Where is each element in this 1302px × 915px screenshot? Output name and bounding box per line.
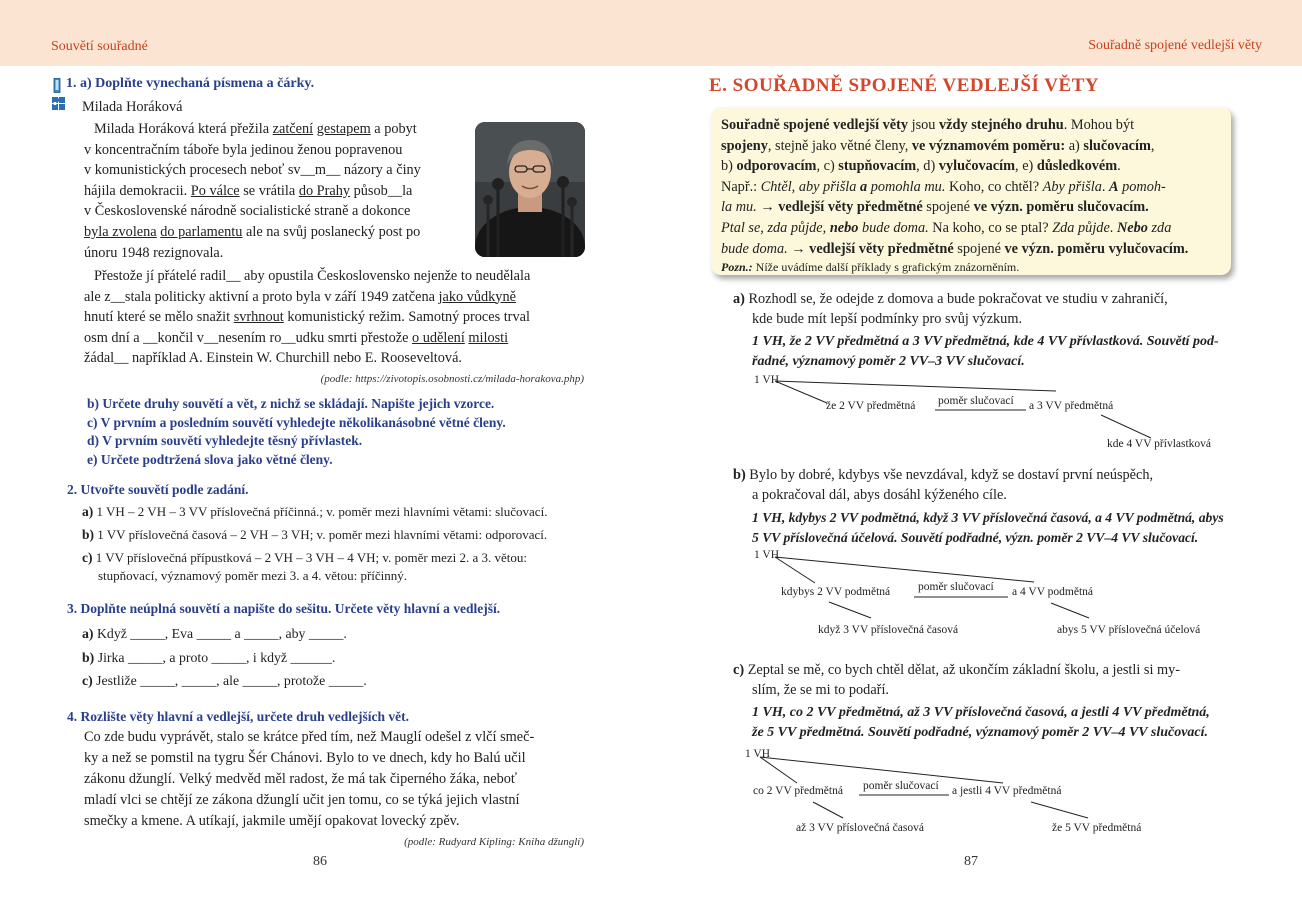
box-bold: ve význ. poměru vylučovacím. xyxy=(1004,240,1189,257)
box-italic: la mu. xyxy=(721,199,757,216)
left-page xyxy=(0,66,651,915)
box-italic: pomohla mu. xyxy=(867,178,946,195)
task1-paragraph2 xyxy=(84,266,584,369)
section-heading: E. SOUŘADNĚ SPOJENÉ VEDLEJŠÍ VĚTY xyxy=(709,75,1100,96)
underlined-word: do Prahy xyxy=(298,182,351,199)
box-bold: vedlejší věty předmětné xyxy=(778,199,923,216)
box-text: → xyxy=(787,240,810,257)
task1-source: (podle: https://zivotopis.osobnosti.cz/milada-horakova.php) xyxy=(320,373,584,385)
definition-box xyxy=(711,107,1231,275)
subtask-e: e) Určete podtržená slova jako větné členy. xyxy=(87,452,333,468)
pencil-icon xyxy=(52,78,62,93)
diagram-node: 1 VH xyxy=(754,374,780,386)
box-note-label: Pozn.: xyxy=(721,260,753,275)
task1-name: Milada Horáková xyxy=(82,99,183,115)
box-italic: bude doma. xyxy=(858,219,929,236)
box-text: Koho, co chtěl? xyxy=(945,178,1043,195)
task1-subtasks xyxy=(87,395,506,470)
p1-text: hájila demokracii. xyxy=(84,182,188,199)
diagram-node: že 5 VV předmětná xyxy=(1052,822,1142,834)
task3-item-b: Jirka _____, a proto _____, i když ______. xyxy=(97,649,336,665)
box-bold: slučovacím xyxy=(1083,137,1151,154)
example-label: b) xyxy=(733,467,746,483)
diagram-a xyxy=(651,371,1302,456)
task2-item-c: 1 VV příslovečná přípustková – 2 VH – 3 VH – 4 VH; v. poměr mezi 2. a 3. větou: xyxy=(95,550,527,565)
p2-line: žádal__ například A. Einstein W. Churchill nebo E. Rooseveltová. xyxy=(84,350,463,367)
task3-title: 3. Doplňte neúplná souvětí a napište do sešitu. Určete věty hlavní a vedlejší. xyxy=(67,601,501,616)
box-italic: Aby přišla xyxy=(1042,178,1102,195)
p1-text: se vrátila xyxy=(243,182,296,199)
diagram-node: že 2 VV předmětná xyxy=(826,400,916,412)
task2-item-c-cont: stupňovací, významový poměr mezi 3. a 4. větou: příčinný. xyxy=(98,568,408,583)
box-italic: Chtěl, aby přišla xyxy=(760,178,860,195)
item-letter: c) xyxy=(82,673,93,688)
example-analysis-cont: že 5 VV předmětná. Souvětí podřadné, významový poměr 2 VV–4 VV slučovací. xyxy=(752,725,1209,740)
example-b xyxy=(733,465,1235,548)
example-a xyxy=(733,289,1235,372)
diagram-c xyxy=(651,746,1302,846)
example-sentence: Rozhodl se, že odejde z domova a bude pokračovat ve studiu v zahraničí, xyxy=(748,291,1168,307)
example-analysis: 1 VH, co 2 VV předmětná, až 3 VV příslovečná časová, a jestli 4 VV předmětná, xyxy=(752,705,1210,720)
p4-line: mladí vlci se chtějí ze zákona džunglí učit jen tomu, co se týká jejich vlastní xyxy=(84,792,520,808)
box-italic: zda xyxy=(1147,219,1172,236)
underlined-word: milosti xyxy=(468,329,509,346)
diagram-relation: poměr slučovací xyxy=(863,780,939,792)
diagram-relation: poměr slučovací xyxy=(938,395,1014,407)
box-text: , c) xyxy=(816,158,839,175)
box-bold-italic: A xyxy=(1109,178,1119,195)
diagram-node: 1 VH xyxy=(745,748,771,760)
task2-item-b: 1 VV příslovečná časová – 2 VH – 3 VH; v. poměr mezi hlavními větami: odporovací. xyxy=(97,527,548,542)
box-text: spojené xyxy=(922,199,974,216)
task2-item-a: 1 VH – 2 VH – 3 VV příslovečná příčinná.; v. poměr mezi hlavními větami: slučovací. xyxy=(96,504,548,519)
page-header xyxy=(0,0,1302,66)
underlined-word: do parlamentu xyxy=(160,223,243,240)
p4-line: ky a než se pomstil na tygru Šér Chánovi. Bylo to ve dnech, kdy ho Balú učil xyxy=(84,750,526,766)
p1-text: a pobyt xyxy=(374,121,417,137)
milada-horakova-photo xyxy=(475,122,585,257)
example-analysis: 1 VH, že 2 VV předmětná a 3 VV předmětná, kde 4 VV přívlastková. Souvětí pod- xyxy=(752,334,1219,349)
underlined-word: gestapem xyxy=(316,121,371,137)
p2-text: komunistický režim. Samotný proces trval xyxy=(287,309,530,326)
p2-text: osm dní a __končil v__nesením ro__udku smrti přestože xyxy=(84,329,409,346)
box-bold: vždy stejného druhu xyxy=(939,117,1064,133)
task4-paragraph xyxy=(84,727,584,832)
example-sentence: Zeptal se mě, co bych chtěl dělat, až ukončím základní školu, a jestli si my- xyxy=(747,662,1181,678)
item-letter: c) xyxy=(82,550,93,565)
diagram-node: 1 VH xyxy=(754,549,780,561)
diagram-node: co 2 VV předmětná xyxy=(753,785,843,797)
box-text: , stejně jako větné členy, xyxy=(767,137,912,154)
p1-text: Milada Horáková která přežila xyxy=(94,121,270,137)
task1-title: 1. a) Doplňte vynechaná písmena a čárky. xyxy=(66,76,315,91)
box-text: spojené xyxy=(953,240,1005,257)
box-bold-italic: nebo xyxy=(829,219,859,236)
task2-list xyxy=(82,503,592,585)
item-letter: b) xyxy=(82,649,95,665)
box-text: Např.: xyxy=(721,178,761,195)
box-text: . xyxy=(1117,158,1121,175)
box-bold-italic: Nebo xyxy=(1116,219,1148,236)
box-italic: Ptal se, zda půjde, xyxy=(721,219,830,236)
page-number-right: 87 xyxy=(964,854,978,869)
box-bold: vylučovacím xyxy=(938,158,1016,175)
subtask-b: b) Určete druhy souvětí a vět, z nichž se skládají. Napište jejich vzorce. xyxy=(87,396,495,411)
example-analysis-cont: řadné, významový poměr 2 VV–3 VV slučovací. xyxy=(752,354,1025,369)
p4-line: Co zde budu vyprávět, stalo se krátce před tím, než Mauglí odešel z vlčí smeč- xyxy=(84,729,535,745)
box-bold: ve význ. poměru slučovacím. xyxy=(973,199,1149,216)
underlined-word: byla zvolena xyxy=(84,223,157,240)
box-bold: ve významovém poměru: xyxy=(911,137,1066,154)
item-letter: a) xyxy=(82,626,94,641)
task3-list xyxy=(82,622,367,693)
box-text: a) xyxy=(1065,137,1084,154)
p2-text: hnutí které se mělo snažit xyxy=(84,309,231,326)
right-page xyxy=(651,66,1302,915)
box-bold: důsledkovém xyxy=(1036,158,1118,175)
box-bold: spojeny xyxy=(721,137,768,154)
underlined-word: svrhnout xyxy=(233,309,284,326)
box-bold: stupňovacím xyxy=(838,158,917,175)
box-text: b) xyxy=(721,158,737,175)
box-text: jsou xyxy=(908,117,940,133)
p1-line: v komunistických procesech neboť sv__m__ názory a činy xyxy=(84,162,421,179)
box-text: , e) xyxy=(1015,158,1037,175)
subtask-c: c) V prvním a posledním souvětí vyhledejte několikanásobné větné členy. xyxy=(87,414,506,430)
box-italic: bude doma. xyxy=(721,240,788,257)
diagram-node: kde 4 VV přívlastková xyxy=(1107,438,1212,450)
task3-item-a: Když _____, Eva _____ a _____, aby _____. xyxy=(96,626,347,641)
example-sentence-cont: a pokračoval dál, abys dosáhl kýženého cíle. xyxy=(752,487,1007,503)
box-note-text: Níže uvádíme další příklady s grafickým znázorněním. xyxy=(752,260,1020,275)
underlined-word: zatčení xyxy=(272,121,314,137)
diagram-node: a 4 VV podmětná xyxy=(1012,586,1094,598)
puzzle-icon xyxy=(52,97,65,110)
p1-line: únoru 1948 rezignovala. xyxy=(84,244,224,261)
diagram-node: a 3 VV předmětná xyxy=(1029,400,1114,412)
diagram-node: když 3 VV příslovečná časová xyxy=(818,624,959,636)
example-sentence: Bylo by dobré, kdybys vše nevzdával, když se dostaví první neúspěch, xyxy=(749,467,1154,483)
underlined-word: Po válce xyxy=(190,182,240,199)
box-text: . Mohou být xyxy=(1063,117,1135,133)
subtask-d: d) V prvním souvětí vyhledejte těsný přívlastek. xyxy=(87,433,363,449)
box-bold: vedlejší věty předmětné xyxy=(809,240,954,257)
example-label: a) xyxy=(733,291,745,307)
box-text: , xyxy=(1150,137,1155,154)
box-text: , d) xyxy=(916,158,939,175)
task3-item-c: Jestliže _____, _____, ale _____, protože _____. xyxy=(96,673,367,688)
diagram-node: abys 5 VV příslovečná účelová xyxy=(1057,624,1201,636)
task4-title: 4. Rozlište věty hlavní a vedlejší, určete druh vedlejších vět. xyxy=(67,709,409,724)
diagram-node: až 3 VV příslovečná časová xyxy=(796,822,924,834)
underlined-word: o udělení xyxy=(412,329,465,346)
example-c xyxy=(733,660,1235,743)
diagram-node: kdybys 2 VV podmětná xyxy=(781,586,891,598)
p1-line: v koncentračním táboře byla jedinou ženou popravenou xyxy=(84,141,403,158)
p4-line: smečky a kmene. A utíkají, jakmile umějí opakovat lovecký zpěv. xyxy=(84,813,460,829)
item-letter: b) xyxy=(82,527,95,542)
box-bold: Souřadně spojené vedlejší věty xyxy=(721,117,909,133)
page-number-left: 86 xyxy=(313,854,327,869)
p1-line: v Československé národně socialistické straně a dokonce xyxy=(84,203,411,220)
p4-line: zákonu džunglí. Velký medvěd měl radost, že má tak čiperného žáka, neboť xyxy=(84,771,518,787)
task2-title: 2. Utvořte souvětí podle zadání. xyxy=(67,482,249,497)
task1-paragraph1 xyxy=(84,119,462,263)
example-analysis-cont: 5 VV příslovečná účelová. Souvětí podřadné, význ. poměr 2 VV–4 VV slučovací. xyxy=(752,530,1199,545)
box-italic: pomoh- xyxy=(1118,178,1166,195)
example-sentence-cont: slím, že se mi to podaří. xyxy=(752,682,889,698)
diagram-b-lines xyxy=(651,546,1302,646)
box-bold-italic: a xyxy=(860,178,868,195)
diagram-node: a jestli 4 VV předmětná xyxy=(952,785,1062,797)
box-bold: odporovacím xyxy=(736,158,817,175)
task4-source: (podle: Rudyard Kipling: Kniha džunglí) xyxy=(404,836,584,848)
underlined-word: jako vůdkyně xyxy=(438,288,516,305)
p2-line: Přestože jí přátelé radil__ aby opustila Československo nejenže to neudělala xyxy=(94,268,531,284)
p1-text: ale na svůj poslanecký post po xyxy=(246,223,421,240)
diagram-b xyxy=(651,546,1302,646)
header-right-title: Souřadně spojené vedlejší věty xyxy=(1088,38,1262,53)
example-sentence-cont: kde bude mít lepší podmínky pro svůj výzkum. xyxy=(752,311,1023,327)
item-letter: a) xyxy=(82,504,94,519)
example-label: c) xyxy=(733,662,745,678)
p1-text: působ__la xyxy=(353,182,413,199)
box-text: → xyxy=(756,199,779,216)
box-italic: Zda půjde xyxy=(1052,219,1110,236)
box-text: Na koho, co se ptal? xyxy=(928,219,1053,236)
box-text: . xyxy=(1109,219,1117,236)
p2-text: ale z__stala politicky aktivní a proto byla v září 1949 zatčena xyxy=(84,288,435,305)
header-left-title: Souvětí souřadné xyxy=(51,39,148,54)
box-text: . xyxy=(1101,178,1109,195)
example-analysis: 1 VH, kdybys 2 VV podmětná, když 3 VV příslovečná časová, a 4 VV podmětná, abys xyxy=(752,510,1224,525)
diagram-relation: poměr slučovací xyxy=(918,581,994,593)
